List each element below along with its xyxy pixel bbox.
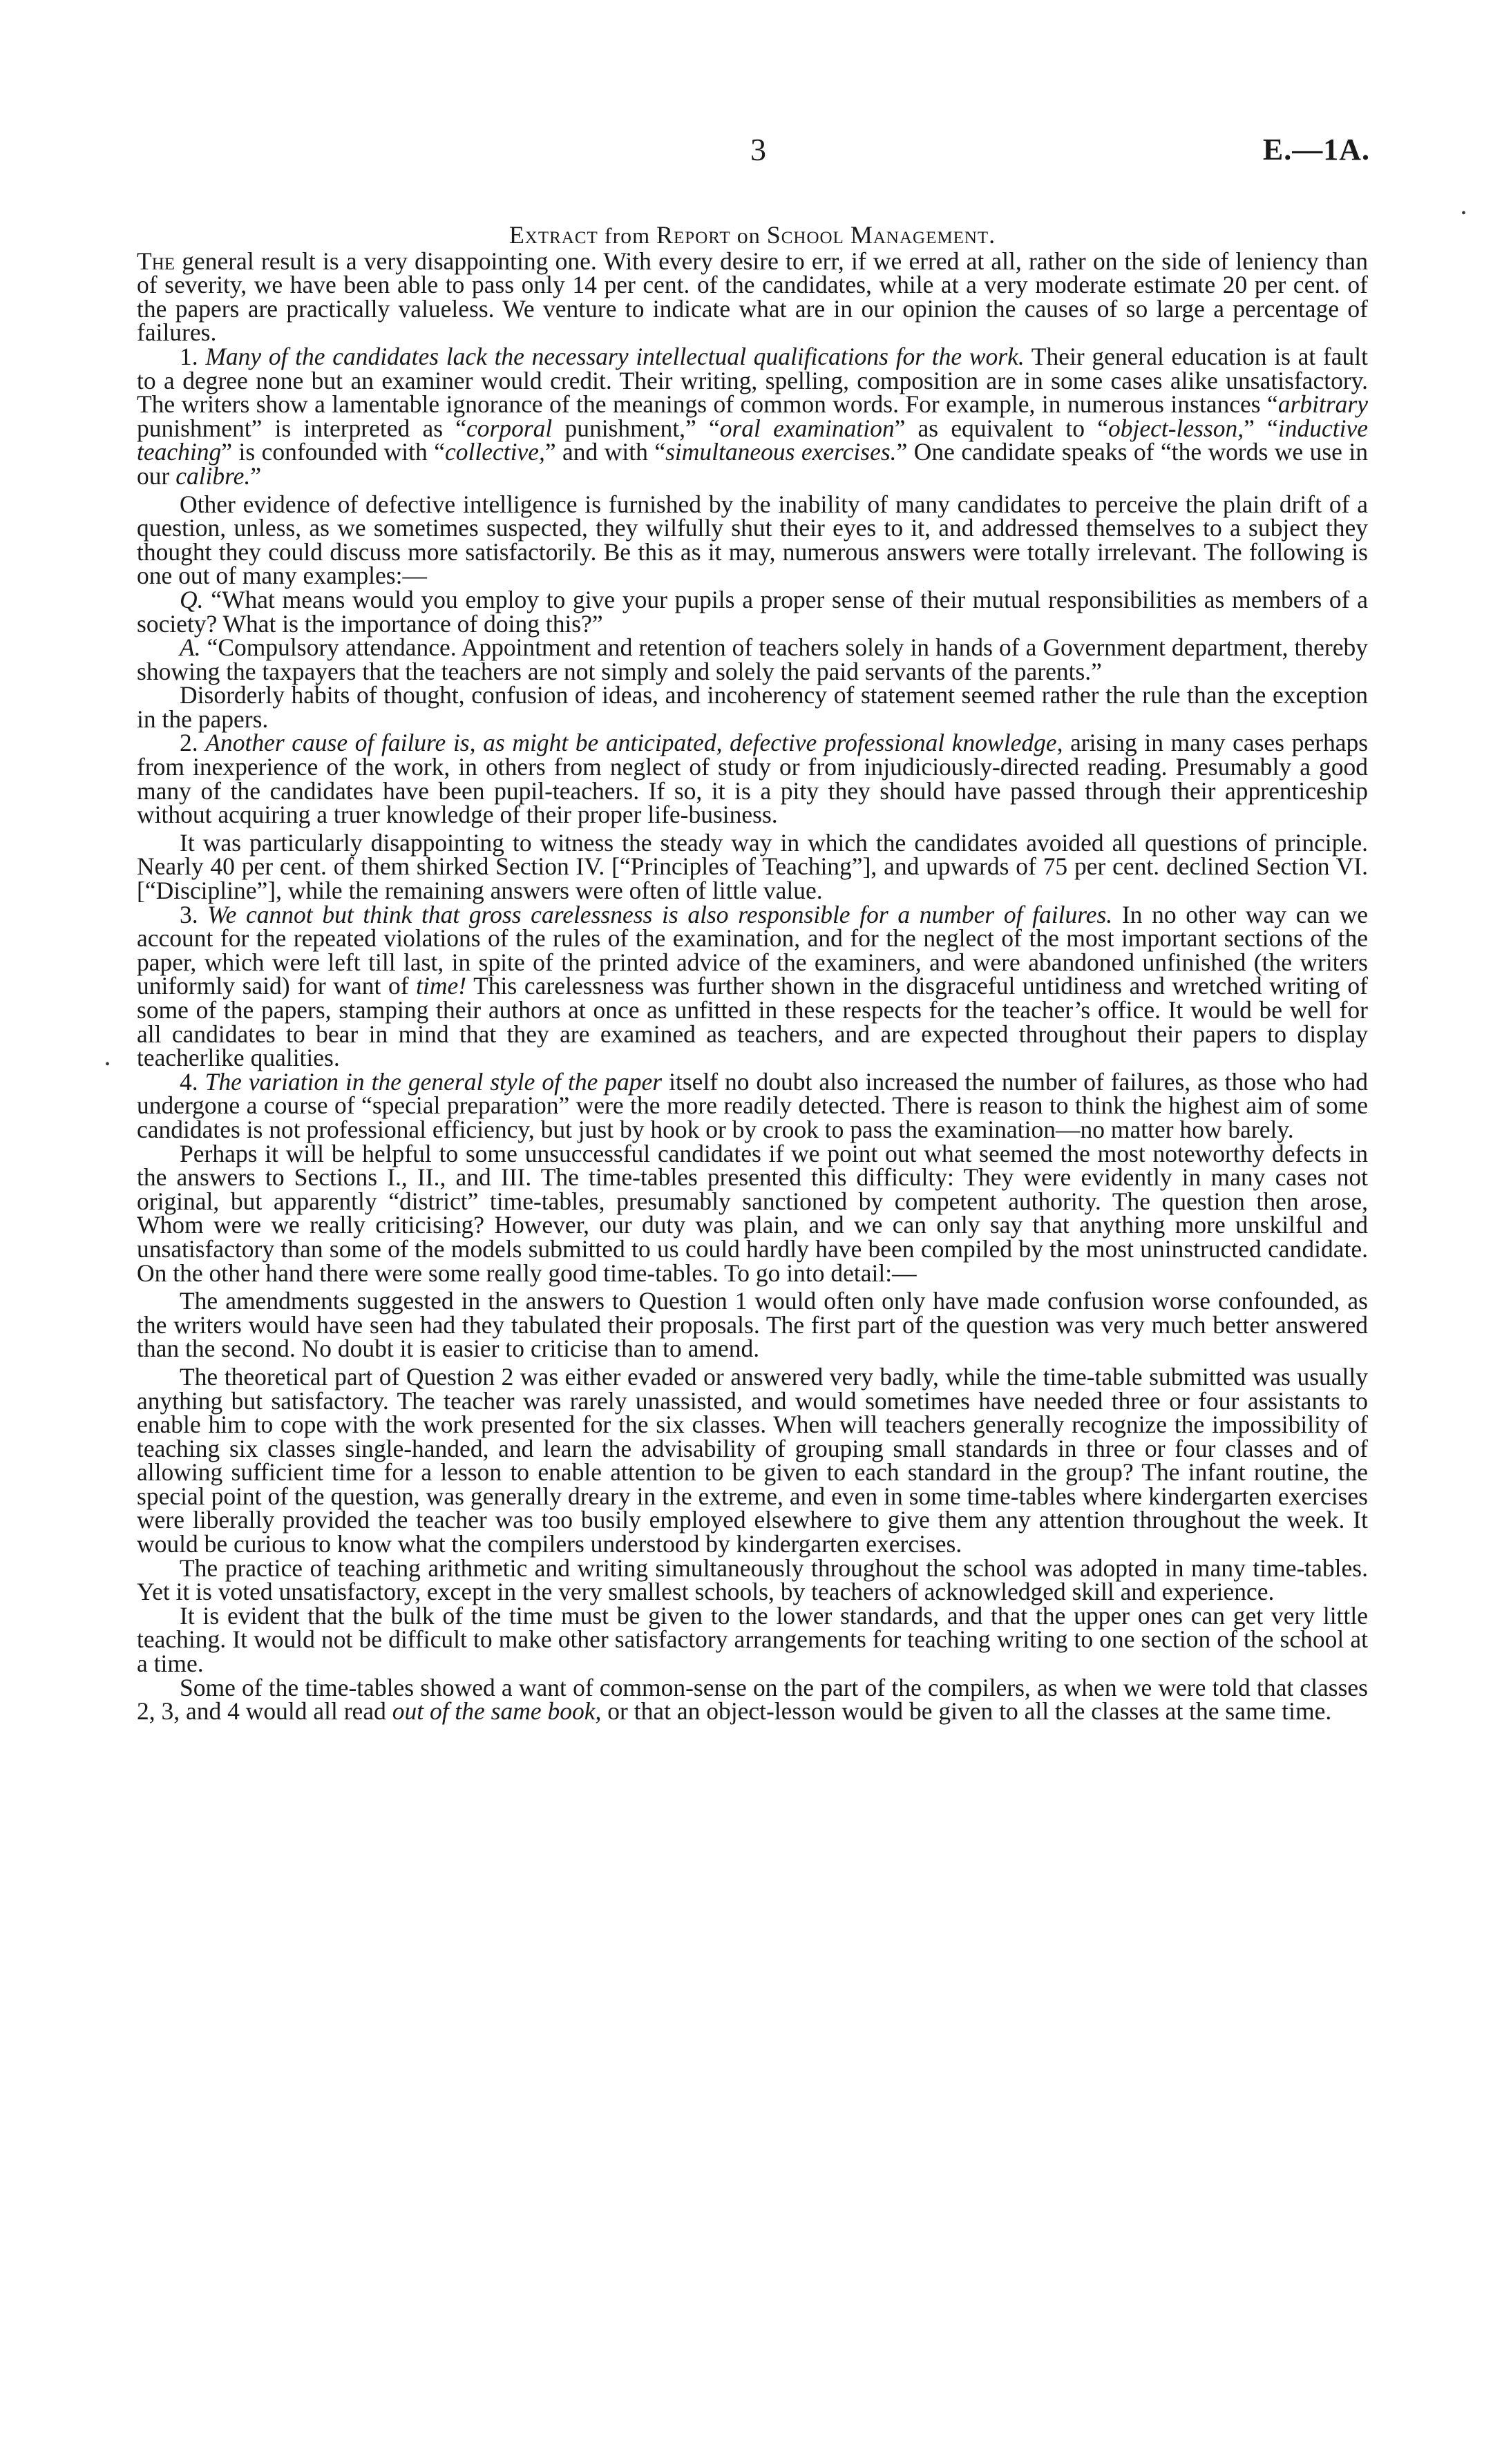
document-page bbox=[137, 132, 1370, 1726]
paragraph-10: 4. The variation in the general style of the paper itself no doubt also increased the number of failures, as those who had undergone a course of “special preparation” were the more readily detected. There is reason to think the highest aim of some candidates is not professional efficiency, but just by hook or by crook to pass the examination—no matter how barely. bbox=[137, 1067, 1368, 1143]
paragraph-6: Disorderly habits of thought, confusion of ideas, and incoherency of statement seemed rather the rule than the exception in the papers. bbox=[137, 681, 1368, 733]
question-paragraph: Q. “What means would you employ to give your pupils a proper sense of their mutual responsibilities as members of a society? What is the importance of doing this?” bbox=[137, 585, 1368, 638]
page-header bbox=[137, 132, 1370, 207]
paragraph-3: Other evidence of defective intelligence is furnished by the inability of many candidates to perceive the plain drift of a question, unless, as we sometimes suspected, they wilfully shut their eyes to it, and addressed themselves to a subject they thought they could discuss more satisfactorily. Be this as it may, numerous answers were totally irrelevant. The following is one out of many examples:— bbox=[137, 490, 1368, 590]
title-on: on bbox=[736, 223, 761, 248]
paragraph-1-lead: The bbox=[137, 247, 175, 275]
paragraph-2: 1. Many of the candidates lack the necessary intellectual qualifications for the work. Their general education is at fault to a degree none but an examiner would credit. Their writing, spelling, composition are in some cases alike unsatisfactory. The writers show a lamentable ignorance of the meanings of common words. For example, in numerous instances “arbitrary punishment” is interpreted as “corporal punishment,” “oral examination” as equivalent to “object-lesson,” “inductive teaching” is confounded with “collective,” and with “simultaneous exercises.” One candidate speaks of “the words we use in our calibre.” bbox=[137, 342, 1368, 490]
paragraph-16: Some of the time-tables showed a want of common-sense on the part of the compilers, as when we were told that classes 2, 3, and 4 would all read out of the same book, or that an object-lesson would be given to all the classes at the same time. bbox=[137, 1673, 1368, 1726]
title-management: Management. bbox=[850, 221, 996, 249]
paragraph-15: It is evident that the bulk of the time must be given to the lower standards, and that the upper ones can get very little teaching. It would not be difficult to make other satisfactory arrangements for teaching writing to one section of the school at a time. bbox=[137, 1601, 1368, 1678]
question-label: Q. bbox=[180, 585, 204, 613]
paragraph-8: It was particularly disappointing to witness the steady way in which the candidates avoided all questions of principle. Nearly 40 per cent. of them shirked Section IV. [“Principles of Teaching”], and upwards of 75 per cent. declined Section VI. [“Discipline”], while the remaining answers were often of little value. bbox=[137, 828, 1368, 905]
title-extract: Extract bbox=[508, 221, 598, 249]
title-report: Report bbox=[656, 221, 731, 249]
paragraph-1: The general result is a very disappointing one. With every desire to err, if we erred at all, rather on the side of leniency than of severity, we have been able to pass only 14 per cent. of the candidates, while at a very moderate estimate 20 per cent. of the papers are practically valueless. We venture to indicate what are in our opinion the causes of so large a percentage of failures. bbox=[137, 247, 1368, 347]
paragraph-14: The practice of teaching arithmetic and writing simultaneously throughout the school was adopted in many time-tables. Yet it is voted unsatisfactory, except in the very smallest schools, by teachers of acknowledged skill and experience. bbox=[137, 1554, 1368, 1606]
paragraph-13: The theoretical part of Question 2 was either evaded or answered very badly, while the time-table submitted was usually anything but satisfactory. The teacher was rarely unassisted, and would sometimes have needed three or four assistants to enable him to cope with the work presented for the six classes. When will teachers generally recognize the impossibility of teaching six classes single-handed, and learn the advisability of grouping small standards in three or four classes and of allowing sufficient time for a lesson to enable attention to be given to each standard in the group? The infant routine, the special point of the question, was generally dreary in the extreme, and even in some time-tables where kindergarten exercises were liberally provided the teacher was too busily employed elsewhere to give them any attention throughout the week. It would be curious to know what the compilers understood by kindergarten exercises. bbox=[137, 1362, 1368, 1558]
section-title bbox=[137, 223, 1368, 248]
paragraph-11: Perhaps it will be helpful to some unsuccessful candidates if we point out what seemed the most noteworthy defects in the answers to Sections I., II., and III. The time-tables presented this difficulty: They were evidently in many cases not original, but apparently “district” time-tables, presumably sanctioned by competent authority. The question then arose, Whom were we really criticising? However, our duty was plain, and we can only say that anything more unskilful and unsatisfactory than some of the models submitted to us could hardly have been compiled by the most uninstructed candidate. On the other hand there were some really good time-tables. To go into detail:— bbox=[137, 1139, 1368, 1287]
title-school: School bbox=[766, 221, 844, 249]
margin-dot: • bbox=[105, 1057, 111, 1072]
answer-label: A. bbox=[180, 633, 201, 662]
paragraph-12: The amendments suggested in the answers to Question 1 would often only have made confusion worse confounded, as the writers would have seen had they tabulated their proposals. The first part of the question was very much better answered than the second. No doubt it is easier to criticise than to amend. bbox=[137, 1287, 1368, 1363]
paragraph-9: 3. We cannot but think that gross carelessness is also responsible for a number of failures. In no other way can we account for the repeated violations of the rules of the examination, and for the neglect of the most important sections of the paper, which were left till last, in spite of the printed advice of the examiners, and were abandoned unfinished (the writers uniformly said) for want of time! This carelessness was further shown in the disgraceful untidiness and wretched writing of some of the papers, stamping their authors at once as unfitted in these respects for the teacher’s office. It would be well for all candidates to bear in mind that they are examined as teachers, and are expected throughout their papers to display teacherlike qualities. bbox=[137, 900, 1369, 1072]
page-number: 3 bbox=[750, 132, 766, 167]
paragraph-7: 2. Another cause of failure is, as might be anticipated, defective professional knowledge, arising in many cases perhaps from inexperience of the work, in others from neglect of study or from injudiciously-directed reading. Presumably a good many of the candidates have been pupil-teachers. If so, it is a pity they should have passed through their apprenticeship without acquiring a truer knowledge of their proper life-business. bbox=[137, 729, 1369, 829]
title-from: from bbox=[604, 223, 651, 248]
document-reference: E.—1A. bbox=[1262, 133, 1370, 166]
margin-dot: • bbox=[1461, 206, 1467, 221]
answer-paragraph: A. “Compulsory attendance. Appointment and retention of teachers solely in hands of a Government department, thereby showing the taxpayers that the teachers are not simply and solely the paid servants of the parents.” bbox=[137, 633, 1368, 685]
